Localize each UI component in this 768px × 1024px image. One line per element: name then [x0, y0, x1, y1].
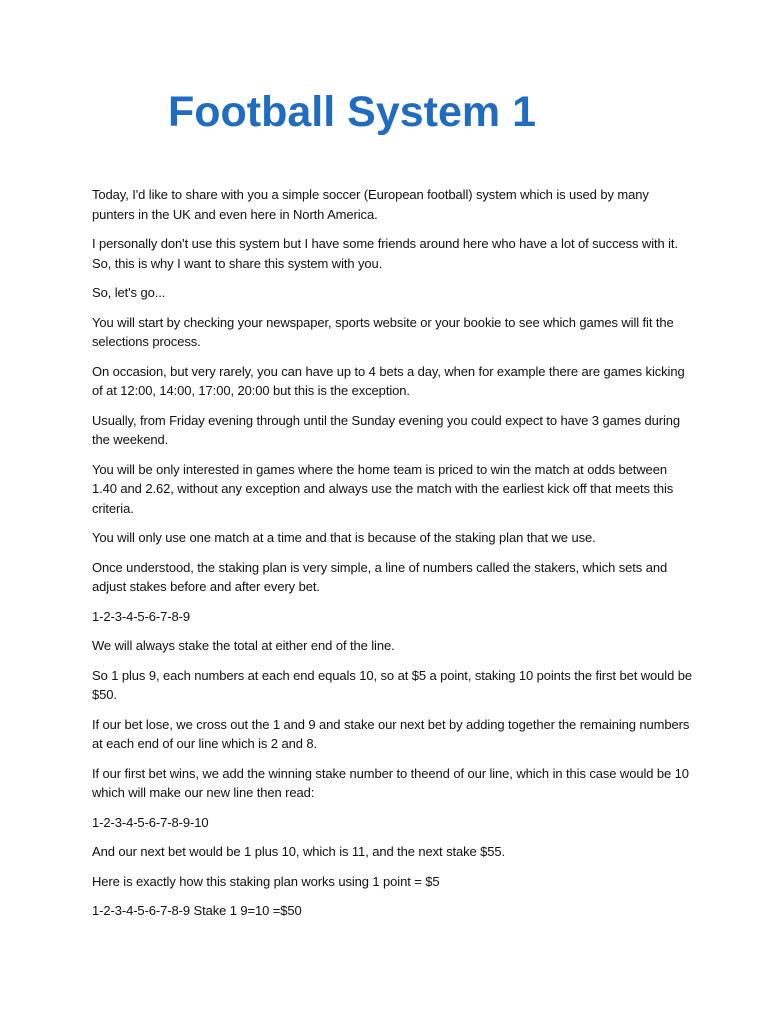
paragraph-bet-lose: If our bet lose, we cross out the 1 and 9 and stake our next bet by adding together the remaining numbers at each end of our line which is 2 and 8. — [92, 716, 690, 751]
document-page: Football System 1 Today, I'd like to share with you a simple soccer (European football) system which is used by many punters in the UK and even here in North America. I personally don't use this system but I have some friends around here who have a lot of success with it. So, this is why I want to share this system with you. So, let's go... You will start by checking your newspaper, sports website or your bookie to see which games will fit the selections process. On occasion, but very rarely, you can have up to 4 bets a day, when for example there are games kicking of at 12:00, 14:00, 17:00, 20:00 but this is the exception. Usually, from Friday evening through until the Sunday evening you could expect to have 3 games during the weekend. You will be only interested in games where the home team is priced to win the match at odds between 1.40 and 2.62, without any exception and always use the match with the earliest kick off that meets this criteria. You will only use one match at a time and that is because of the staking plan that we use. Once understood, the staking plan is very simple, a line of numbers called the stakers, which sets and adjust stakes before and after every bet. 1-2-3-4-5-6-7-8-9 We will always stake the total at either end of the line. So 1 plus 9, each numbers at each end equals 10, so at $5 a point, staking 10 points the first bet would be $50. If our bet lose, we cross out the 1 and 9 and stake our next bet by adding together the remaining numbers at each end of our line which is 2 and 8. If our first bet wins, we add the winning stake number to theend of our line, which in this case would be 10 which will make our new line then read: 1-2-3-4-5-6-7-8-9-10 And our next bet would be 1 plus 10, which is 11, and the next stake $55. Here is exactly how this staking plan works using 1 point = $5 1-2-3-4-5-6-7-8-9 Stake 1 9=10 =$50 — [0, 0, 768, 1024]
paragraph-checking: You will start by checking your newspaper, sports website or your bookie to see which games will fit the selections process. — [92, 314, 674, 349]
document-body — [92, 185, 692, 931]
paragraph-stake-total: We will always stake the total at either end of the line. — [92, 638, 395, 653]
paragraph-staking-plan: Once understood, the staking plan is very simple, a line of numbers called the stakers, which sets and adjust stakes before and after every bet. — [92, 559, 668, 594]
paragraph-bet-wins: If our first bet wins, we add the winning stake number to theend of our line, which in this case would be 10 which will make our new line then read: — [92, 765, 689, 800]
paragraph-number-line: 1-2-3-4-5-6-7-8-9 — [92, 608, 191, 624]
paragraph-intro: Today, I'd like to share with you a simple soccer (European football) system which is used by many punters in the UK and even here in North America. — [92, 187, 649, 222]
paragraph-lets-go: So, let's go... — [92, 285, 166, 300]
paragraph-occasion: On occasion, but very rarely, you can have up to 4 bets a day, when for example there are games kicking of at 12:00, 14:00, 17:00, 20:00 but this is the exception. — [92, 363, 685, 398]
paragraph-stake-example: 1-2-3-4-5-6-7-8-9 Stake 1 9=10 =$50 — [92, 903, 302, 918]
paragraph-new-line: 1-2-3-4-5-6-7-8-9-10 — [92, 814, 209, 830]
paragraph-odds: You will be only interested in games where the home team is priced to win the match at odds between 1.40 and 2.62, without any exception and always use the match with the earliest kick off that meets this criteria. — [92, 461, 674, 516]
paragraph-first-bet: So 1 plus 9, each numbers at each end equals 10, so at $5 a point, staking 10 points the first bet would be $50. — [92, 667, 692, 702]
paragraph-how-it-works: Here is exactly how this staking plan works using 1 point = $5 — [92, 873, 440, 889]
paragraph-usually: Usually, from Friday evening through until the Sunday evening you could expect to have 3 games during the weekend. — [92, 412, 681, 447]
paragraph-one-match: You will only use one match at a time and that is because of the staking plan that we use. — [92, 530, 596, 545]
paragraph-personal-note: I personally don't use this system but I have some friends around here who have a lot of success with it. So, this is why I want to share this system with you. — [92, 236, 678, 271]
paragraph-next-bet: And our next bet would be 1 plus 10, which is 11, and the next stake $55. — [92, 844, 506, 859]
